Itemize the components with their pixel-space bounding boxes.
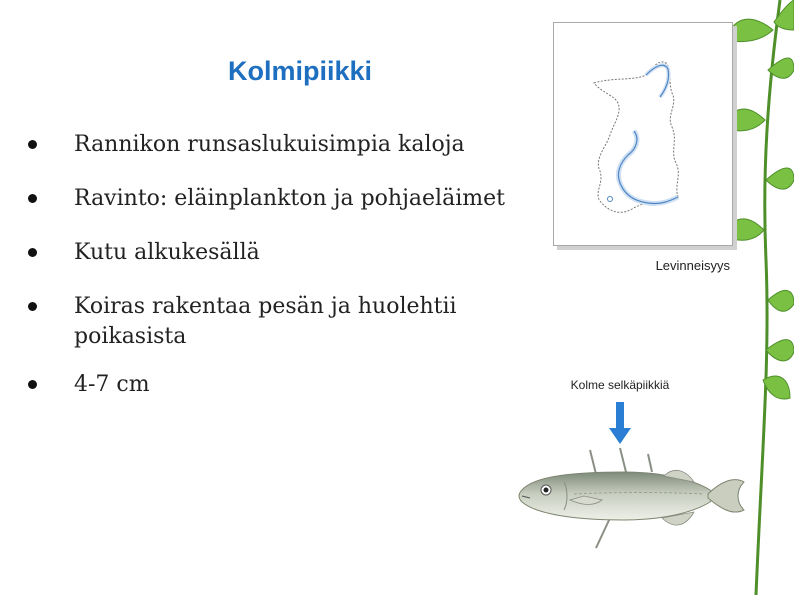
bullet-item: [28, 292, 528, 352]
bullet-item: [28, 184, 528, 214]
bullet-icon: [28, 140, 37, 149]
bullet-icon: [28, 194, 37, 203]
bullet-text: Ravinto: eläinplankton ja pohjaeläimet: [74, 186, 505, 211]
bullet-item: [28, 130, 528, 160]
bullet-icon: [28, 302, 37, 311]
bullet-icon: [28, 248, 37, 257]
bullet-list: [28, 130, 528, 424]
map-caption: Levinneisyys: [655, 258, 730, 273]
finland-map-image: [554, 23, 732, 245]
stickleback-fish-image: [514, 446, 746, 554]
bullet-text: Koiras rakentaa pesän ja huolehtii poikasista: [74, 294, 457, 349]
bullet-icon: [28, 380, 37, 389]
bullet-item: [28, 370, 528, 400]
distribution-map: [553, 22, 733, 246]
bullet-text: Rannikon runsaslukuisimpia kaloja: [74, 132, 465, 157]
bullet-text: 4-7 cm: [74, 372, 150, 397]
bullet-text: Kutu alkukesällä: [74, 240, 260, 265]
slide-title: Kolmipiikki: [227, 56, 373, 86]
spine-caption: Kolme selkäpiikkiä: [570, 378, 670, 392]
down-arrow-icon: [609, 402, 631, 444]
bullet-item: [28, 238, 528, 268]
